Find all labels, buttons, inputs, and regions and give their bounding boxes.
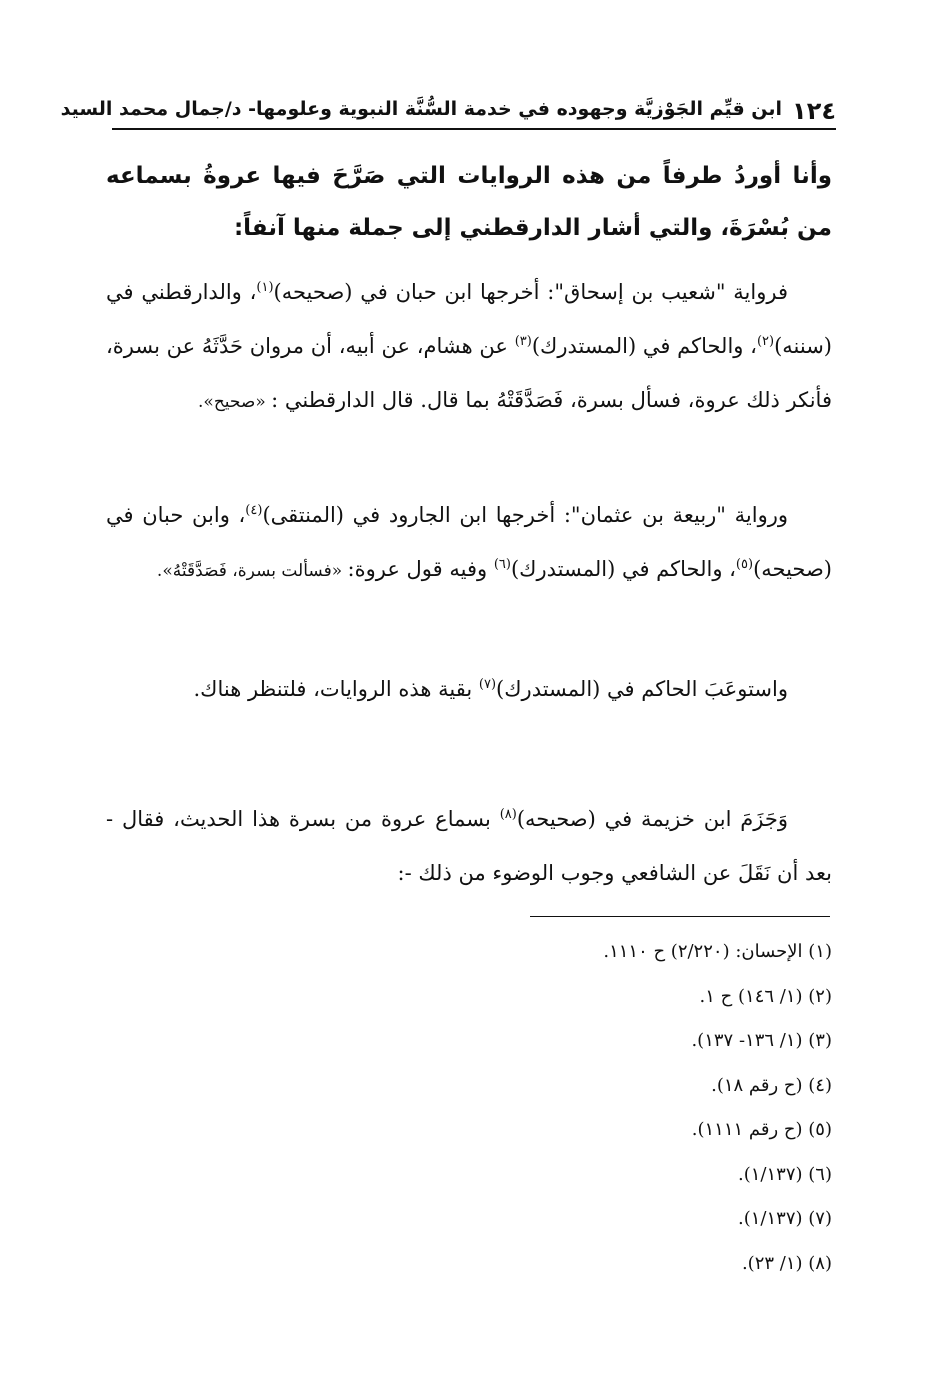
paragraph-text: ، والحاكم في (المستدرك) (510, 557, 736, 581)
paragraph-hakim (106, 662, 832, 716)
footnote-item: (٢) (١/ ١٤٦) ح ١. (699, 985, 832, 1007)
footnote-item: (٦) (١/١٣٧). (738, 1163, 832, 1185)
footnote-item: (١) الإحسان: (٢/٢٢٠) ح ١١١٠. (603, 941, 832, 962)
footnote-ref[interactable]: (٥) (735, 557, 754, 572)
footnote-ref[interactable]: (٤) (245, 503, 263, 518)
paragraph-text: واستوعَبَ الحاكم في (المستدرك) (496, 677, 788, 701)
footnote-item: (٨) (١/ ٢٣). (741, 1252, 832, 1274)
footnote-item: (٣) (١/ ١٣٦- ١٣٧). (691, 1030, 832, 1051)
paragraph-text: ورواية "ربيعة بن عثمان": أخرجها ابن الجارود في (المنتقى) (262, 503, 789, 527)
footnote-ref[interactable]: (١) (256, 280, 274, 295)
footnote-separator (530, 916, 830, 917)
footnote-ref[interactable]: (٦) (493, 557, 511, 572)
footnote-item: (٧) (١/١٣٧). (738, 1208, 832, 1229)
footnote-ref[interactable]: (٧) (478, 677, 497, 692)
paragraph-text: بقية هذه الروايات، فلتنظر هناك. (193, 677, 479, 701)
paragraph-text: بسماع عروة من بسرة هذا الحديث، فقال - بعد أن نَقَلَ عن الشافعي وجوب الوضوء من ذلك -: (106, 807, 832, 885)
quoted-statement: «فسألت بسرة، فَصَدَّقَتْهُ». (156, 561, 348, 581)
paragraph-text: عن هشام، عن أبيه، أن مروان حَدَّثَهُ عن بسرة، فأنكر ذلك عروة، فسأل بسرة، فَصَدَّقَتْهُ بما قال. قال الدارقطني : (106, 334, 832, 412)
footnote-ref[interactable]: (٨) (499, 807, 517, 822)
paragraph-text: ، والدارقطني في (سننه) (106, 280, 832, 358)
paragraph-text: وَجَزَمَ ابن خزيمة في (صحيحه) (516, 807, 788, 831)
footnote-item: (٥) (ح رقم ١١١١). (691, 1119, 832, 1140)
quoted-verdict: «صحيح». (198, 392, 272, 412)
paragraph-text: ، وابن حبان في (صحيحه) (106, 503, 832, 581)
paragraph-ibn-khuzayma (106, 792, 832, 900)
intro-paragraph: وأنا أوردُ طرفاً من هذه الروايات التي صَرَّحَ فيها عروةُ بسماعه من بُسْرَةَ، والتي أشار الدارقطني إلى جملة منها آنفاً: (106, 163, 832, 241)
running-header (60, 88, 836, 130)
header-title: ابن قيِّم الجَوْزيَّة وجهوده في خدمة السُّنَّة النبوية وعلومها- د/جمال محمد السيد (60, 98, 783, 120)
paragraph-text: فرواية "شعيب بن إسحاق": أخرجها ابن حبان في (صحيحه) (273, 280, 788, 304)
footnote-ref[interactable]: (٢) (756, 334, 775, 349)
paragraph-shuayb-narration (106, 265, 832, 429)
footnote-item: (٤) (ح رقم ١٨). (711, 1074, 832, 1096)
page-number: ١٢٤ (792, 97, 836, 125)
footnote-ref[interactable]: (٣) (514, 334, 532, 349)
paragraph-rabia-narration (106, 488, 832, 598)
paragraph-text: ، والحاكم في (المستدرك) (531, 334, 757, 358)
paragraph-text: وفيه قول عروة: (347, 557, 494, 581)
footnotes-list (312, 930, 832, 1286)
